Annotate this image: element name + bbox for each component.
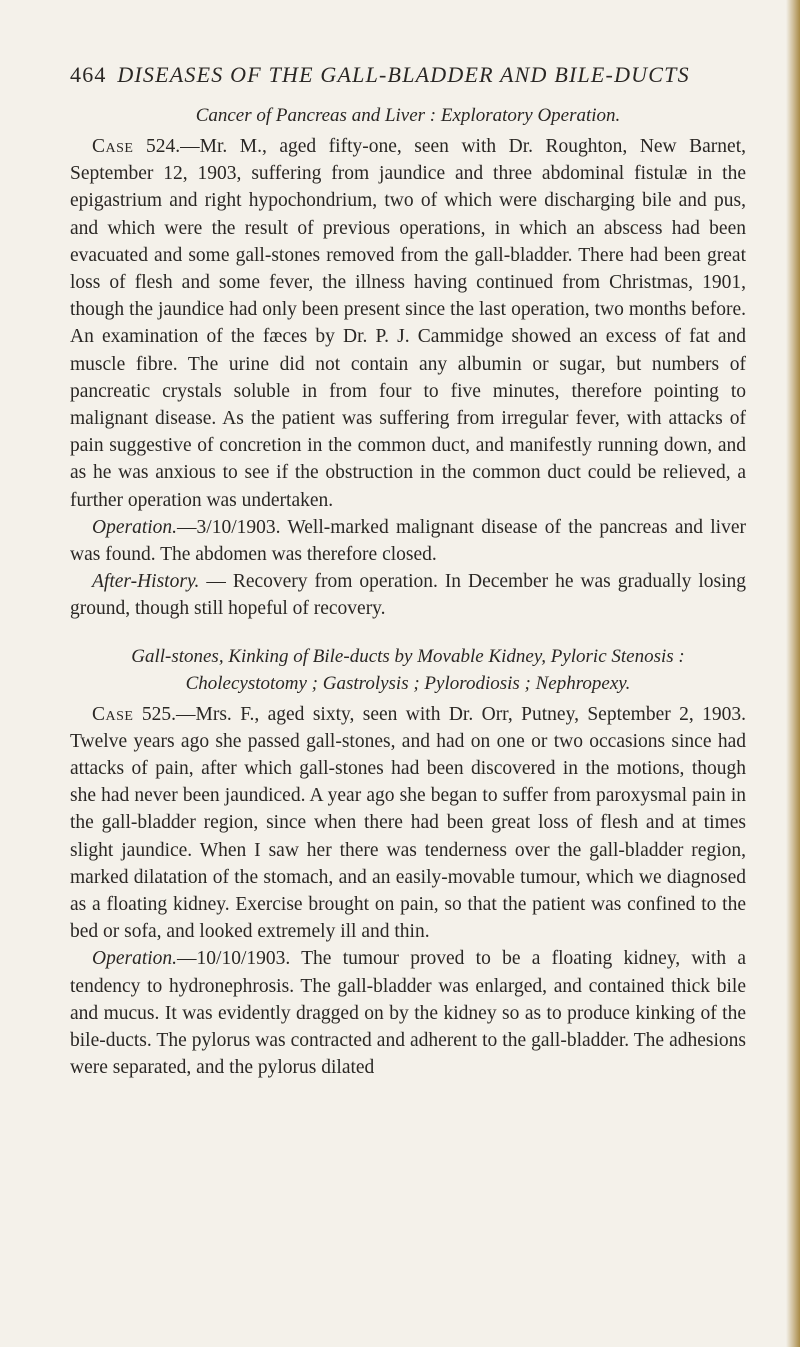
- case-label: Case: [92, 703, 134, 725]
- operation-paragraph: [70, 945, 746, 1081]
- running-head: [70, 62, 746, 88]
- page-edge: [786, 0, 800, 1347]
- after-history-text: — Recovery from operation. In December he was gradually losing ground, though still hopeful of recovery.: [70, 571, 746, 620]
- section-title-cancer: Cancer of Pancreas and Liver : Exploratory Operation.: [195, 105, 621, 126]
- case-524-paragraph: [70, 133, 746, 514]
- page-number: 464: [70, 62, 107, 87]
- after-history-label: After-History.: [92, 571, 200, 593]
- case-label: Case: [92, 136, 134, 157]
- operation-paragraph: [70, 514, 746, 568]
- operation-text: —3/10/1903. Well-marked malignant disease of the pancreas and liver was found. The abdomen was therefore closed.: [70, 516, 746, 566]
- operation-text: —10/10/1903. The tumour proved to be a floating kidney, with a tendency to hydronephrosis. The gall-bladder was enlarged, and contained thick bile and mucus. It was evidently dragged on by the kidney so as to produce kinking of the bile-ducts. The pylorus was contracted and adherent to the gall-bladder. The adhesions were separated, and the pylorus dilated: [70, 948, 746, 1079]
- operation-label: Operation.: [92, 516, 178, 538]
- section-gap: [70, 623, 746, 643]
- case-524-text: 524.—Mr. M., aged fifty-one, seen with Dr. Roughton, New Barnet, September 12, 1903, suffering from jaundice and three abdominal fistulæ in the epigastrium and right hypochondrium, two of which were discharging bile and pus, and which were the result of previous operations, in which an abscess had been evacuated and some gall-stones removed from the gall-bladder. There had been great loss of flesh and some fever, the illness having continued from Christmas, 1901, though the jaundice had only been present since the last operation, two months before. An examination of the fæces by Dr. P. J. Cammidge showed an excess of fat and muscle fibre. The urine did not contain any albumin or sugar, but numbers of pancreatic crystals soluble in from four to five minutes, therefore pointing to malignant disease. As the patient was suffering from irregular fever, with attacks of pain suggestive of concretion in the common duct, and manifestly running down, and as he was anxious to see if the obstruction in the common duct could be relieved, a further operation was undertaken.: [70, 136, 746, 511]
- case-525-text: 525.—Mrs. F., aged sixty, seen with Dr. Orr, Putney, September 2, 1903. Twelve years ago she passed gall-stones, and had on one or two occasions since had attacks of pain, after which gall-stones had been discovered in the motions, though she had never been jaundiced. A year ago she began to suffer from paroxysmal pain in the gall-bladder region, since when there had been great loss of flesh and at times slight jaundice. When I saw her there was tenderness over the gall-bladder region, marked dilatation of the stomach, and an easily-movable tumour, which we diagnosed as a floating kidney. Exercise brought on pain, so that the patient was confined to the bed or sofa, and looked extremely ill and thin.: [70, 703, 747, 943]
- page: [70, 62, 746, 1082]
- section-title-gallstones: Gall-stones, Kinking of Bile-ducts by Movable Kidney, Pyloric Stenosis : Cholecystotomy ; Gastrolysis ; Pylorodiosis ; Nephropexy.: [131, 645, 685, 694]
- case-525-paragraph: [70, 701, 746, 946]
- after-history-paragraph: [70, 568, 746, 622]
- operation-label: Operation.: [92, 948, 178, 970]
- running-title: DISEASES OF THE GALL-BLADDER AND BILE-DUCTS: [117, 62, 690, 87]
